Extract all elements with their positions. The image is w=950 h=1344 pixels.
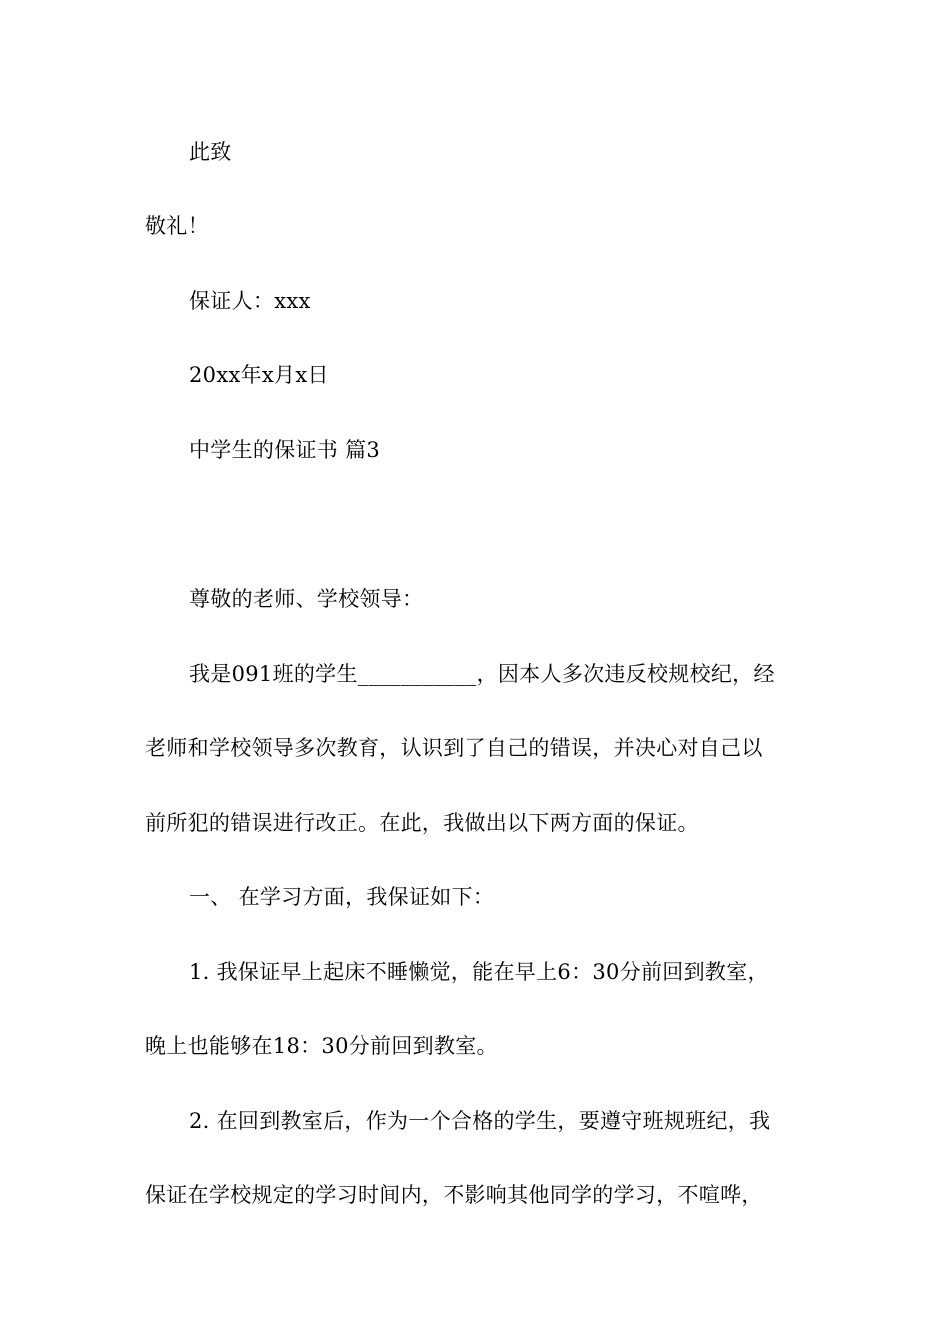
- section-heading: 一、 在学习方面，我保证如下：: [189, 885, 495, 909]
- salutation-end-text: 敬礼！: [145, 214, 209, 238]
- closing-text: 此致: [189, 140, 232, 164]
- paragraph-line: 前所犯的错误进行改正。在此，我做出以下两方面的保证。: [145, 811, 699, 835]
- list-item-line: 2. 在回到教室后，作为一个合格的学生，要遵守班规班纪，我: [189, 1109, 771, 1133]
- greeting-text: 尊敬的老师、学校领导：: [189, 587, 424, 611]
- paragraph-line: 我是091班的学生___________，因本人多次违反校规校纪，经: [189, 662, 775, 686]
- date-text: 20xx年x月x日: [189, 363, 329, 387]
- section-title: 中学生的保证书 篇3: [189, 438, 381, 462]
- list-item-line: 晚上也能够在18：30分前回到教室。: [145, 1034, 498, 1058]
- list-item-line: 保证在学校规定的学习时间内，不影响其他同学的学习，不喧哗，: [145, 1183, 763, 1207]
- list-item-line: 1. 我保证早上起床不睡懒觉，能在早上6：30分前回到教室，: [189, 960, 769, 984]
- signer-text: 保证人：xxx: [189, 289, 311, 313]
- paragraph-line: 老师和学校领导多次教育，认识到了自己的错误，并决心对自己以: [145, 736, 763, 760]
